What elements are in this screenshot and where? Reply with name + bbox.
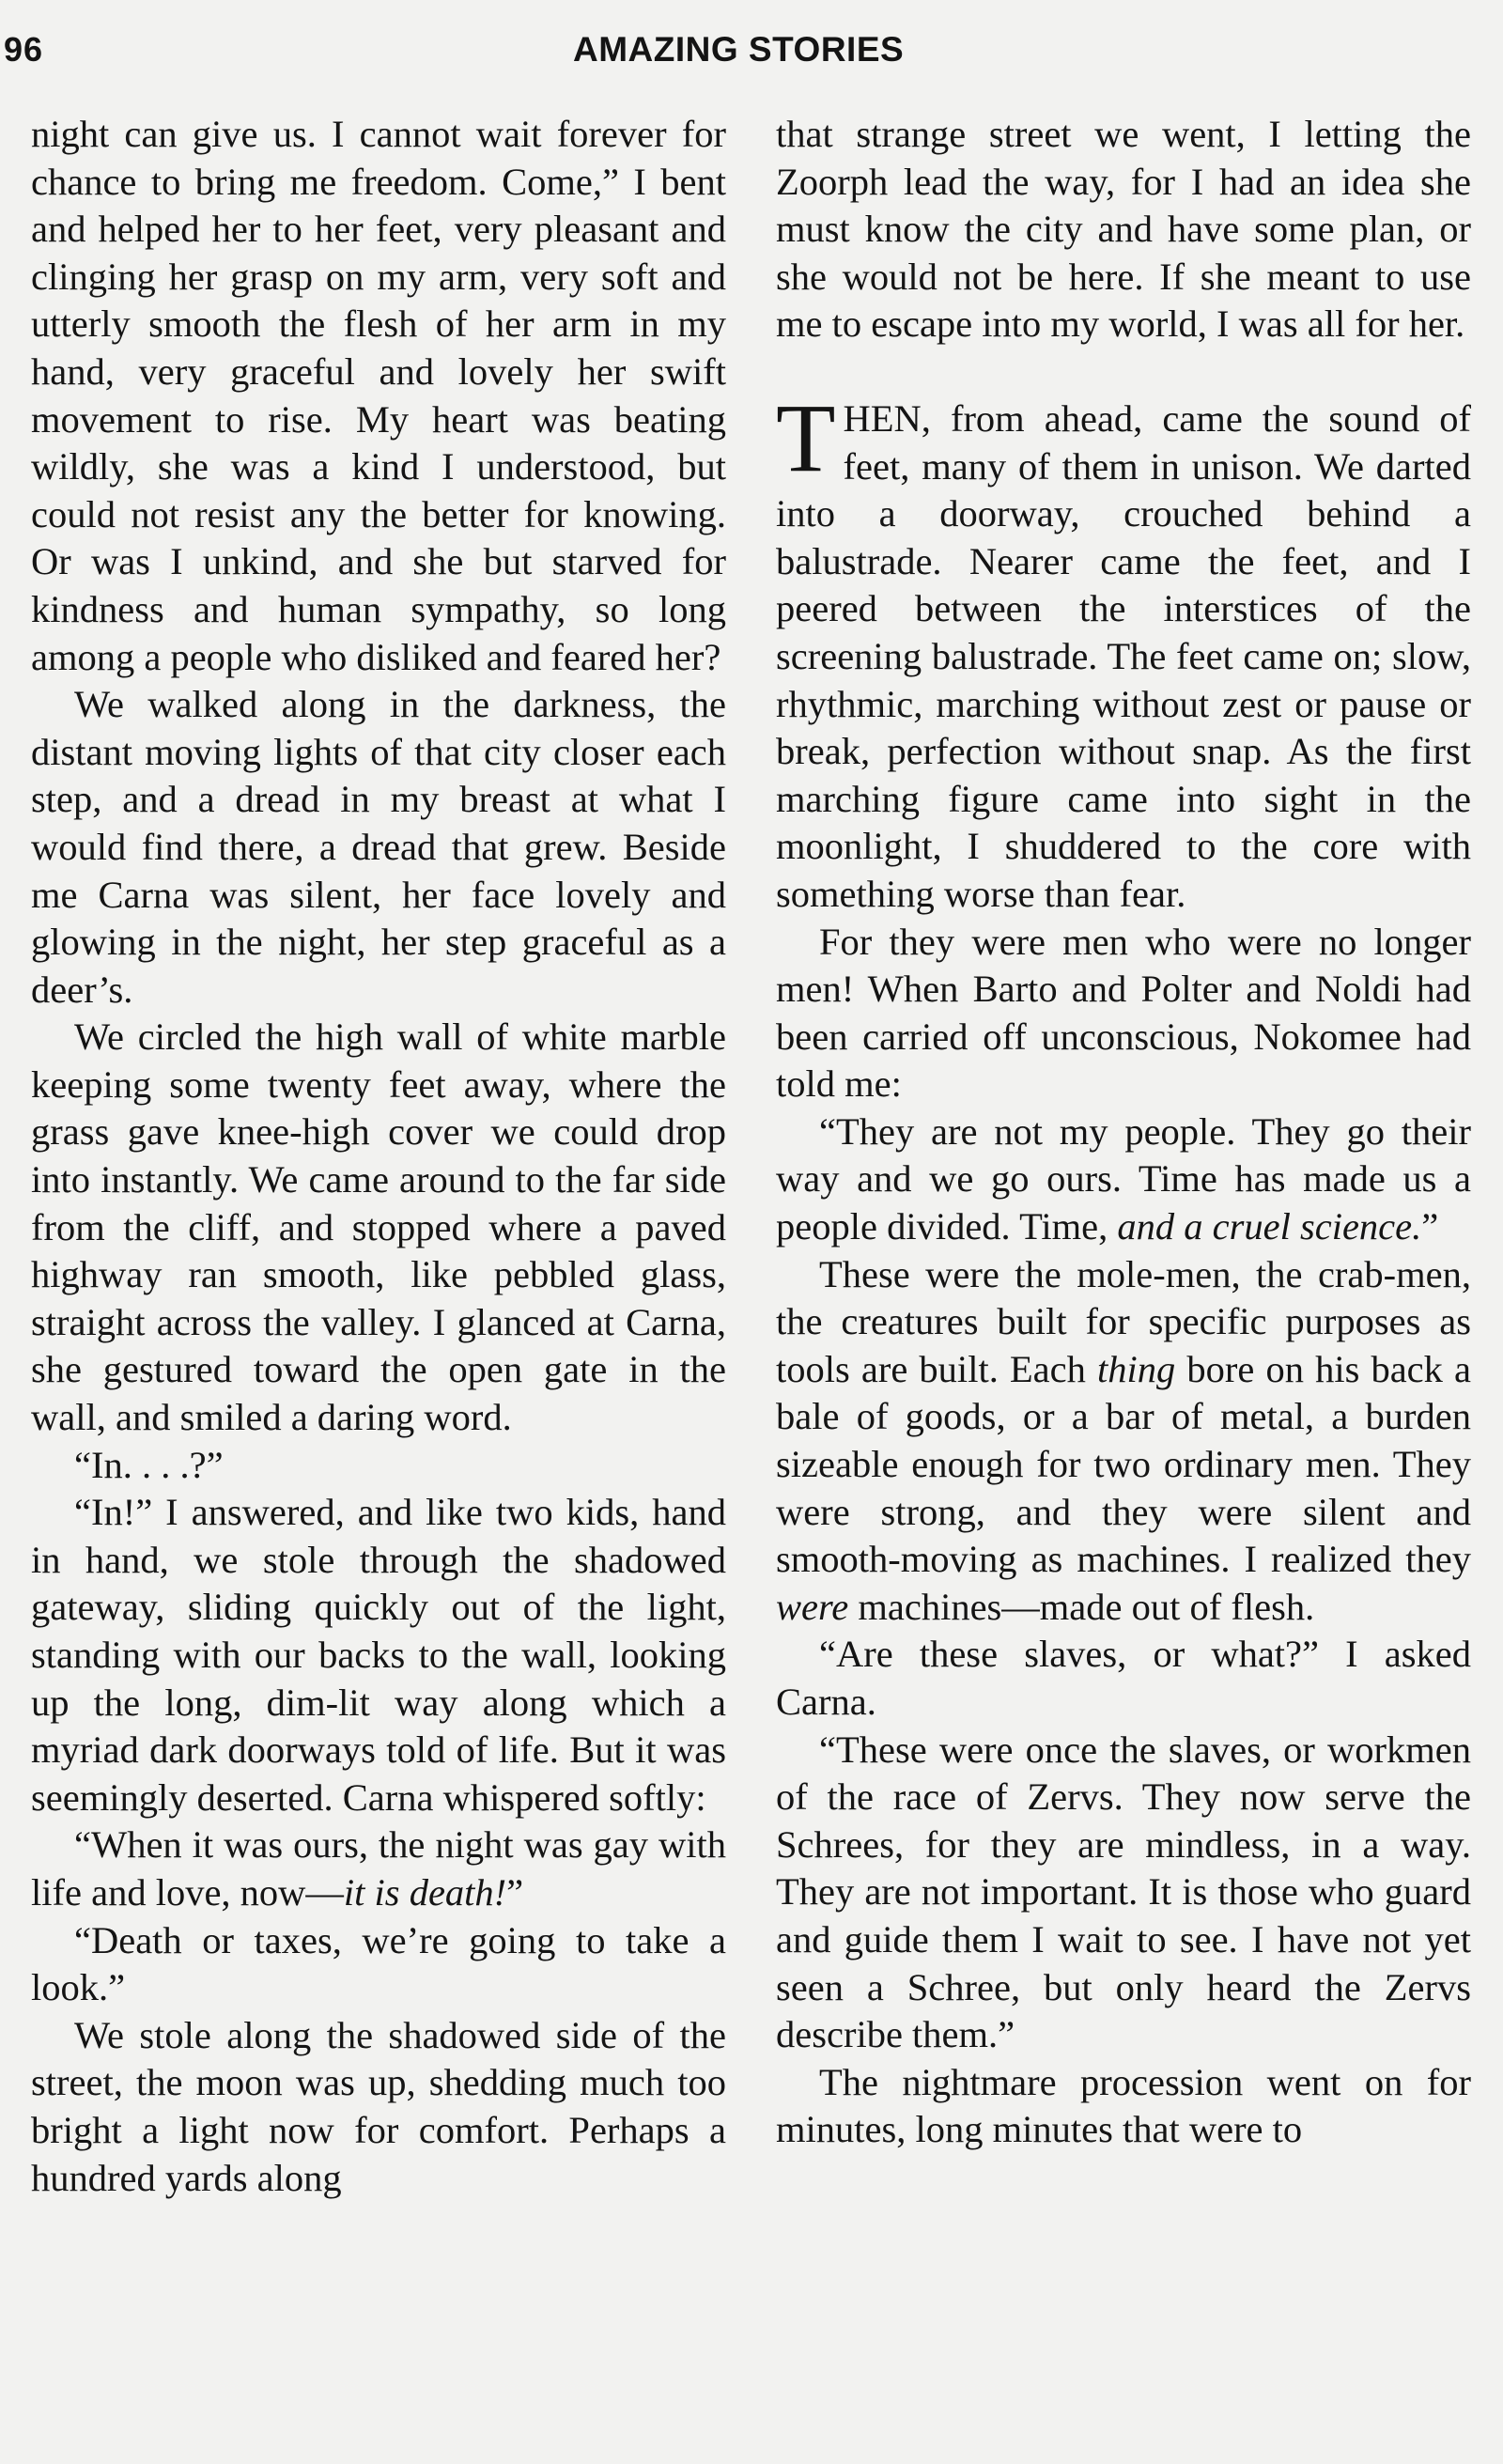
- paragraph: [776, 1108, 1471, 1251]
- text-run: bore on his back a bale of goods, or a bar of metal, a burden sizeable enough for two ordinary men. They were strong, and they were silent and smooth-moving as machines. I realized they: [776, 1347, 1472, 1581]
- text-run: “They are not my people. They go their way and we go ours. Time has made us a people divided. Time,: [776, 1109, 1471, 1248]
- paragraph: The nightmare procession went on for minutes, long minutes that were to: [776, 2060, 1471, 2151]
- paragraph: that strange street we went, I letting the Zoorph lead the way, for I had an idea she must know the city and have some plan, or she would not be here. If she meant to use me to escape into my world, I was all for her.: [776, 113, 1471, 346]
- italic-run: and a cruel science.: [1117, 1205, 1422, 1248]
- paragraph: [31, 1821, 726, 1916]
- text-run: machines—made out of flesh.: [848, 1585, 1315, 1628]
- text-run: HEN, from ahead, came the sound of feet, many of them in unison. We darted into a doorway, crouched behind a balustrade. Nearer came the feet, and I peered between the interstices of the screening balustrade. The feet came on; slow, rhythmic, marching without zest or pause or break, perfection without snap. As the first marching figure came into sight in the moonlight, I shuddered to the core with something worse than fear.: [776, 396, 1471, 915]
- page-header: [0, 17, 1503, 73]
- drop-cap: T: [776, 383, 836, 492]
- text-run: “When it was ours, the night was gay with life and love, now—: [31, 1823, 726, 1914]
- paragraph: “These were once the slaves, or workmen of the race of Zervs. They now serve the Schrees, for they are mindless, in a way. They are not important. It is those who guard and guide them I wait to see. I have not yet seen a Schree, but only heard the Zervs describe them.”: [776, 1728, 1471, 2056]
- paragraph: night can give us. I cannot wait forever for chance to bring me freedom. Come,” I bent and helped her to her feet, very pleasant and clinging her grasp on my arm, very soft and utterly smooth the flesh of her arm in my hand, very graceful and lovely her swift movement to rise. My heart was beating wildly, she was a kind I understood, but could not resist any the better for knowing. Or was I unkind, and she but starved for kindness and human sympathy, so long among a people who disliked and feared her?: [31, 113, 726, 678]
- paragraph: We stole along the shadowed side of the street, the moon was up, shedding much too bright a light now for comfort. Perhaps a hundred yards along: [31, 2013, 726, 2199]
- page-number: 96: [4, 30, 44, 69]
- paragraph: [776, 383, 1471, 919]
- paragraph: [776, 1251, 1471, 1632]
- paragraph: We circled the high wall of white marble keeping some twenty feet away, where the grass gave knee-high cover we could drop into instantly. We came around to the far side from the cliff, and stopped where a paved highway ran smooth, like pebbled glass, straight across the valley. I glanced at Carna, she gestured toward the open gate in the wall, and smiled a daring word.: [31, 1015, 726, 1439]
- running-title: AMAZING STORIES: [573, 30, 905, 69]
- paragraph: “In. . . .?”: [74, 1443, 224, 1486]
- italic-run: thing: [1097, 1347, 1176, 1390]
- paragraph: “Death or taxes, we’re going to take a look.”: [31, 1918, 726, 2009]
- right-column: [776, 111, 1471, 2154]
- italic-run: were: [776, 1585, 849, 1628]
- text-run: These were the mole-men, the crab-men, the creatures built for specific purposes as tools are built. Each: [776, 1252, 1471, 1390]
- paragraph: “In!” I answered, and like two kids, hand in hand, we stole through the shadowed gateway, sliding quickly out of the light, standing with our backs to the wall, looking up the long, dim-lit way along which a myriad dark doorways told of life. But it was seemingly deserted. Carna whispered softly:: [31, 1491, 726, 1819]
- paragraph: “Are these slaves, or what?” I asked Carna.: [776, 1633, 1471, 1723]
- italic-run: it is death!: [343, 1870, 507, 1914]
- left-column: [31, 111, 726, 2202]
- text-run: ”: [1421, 1205, 1439, 1248]
- text-run: ”: [506, 1870, 524, 1914]
- paragraph: We walked along in the darkness, the distant moving lights of that city closer each step, and a dread in my breast at what I would find there, a dread that grew. Beside me Carna was silent, her face lovely and glowing in the night, her step graceful as a deer’s.: [31, 683, 726, 1011]
- paragraph: For they were men who were no longer men! When Barto and Polter and Noldi had been carried off unconscious, Nokomee had told me:: [776, 920, 1471, 1106]
